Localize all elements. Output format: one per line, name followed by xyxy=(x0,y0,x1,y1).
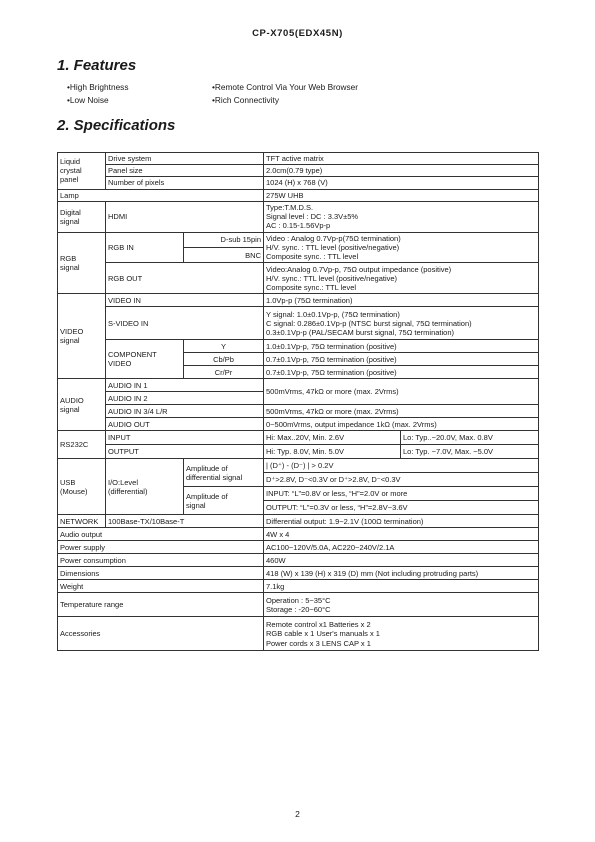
power-supply-label: Power supply xyxy=(58,541,264,554)
feature-item: • Rich Connectivity xyxy=(212,94,472,107)
specifications-table xyxy=(57,152,539,651)
audio-in-2-label: AUDIO IN 2 xyxy=(106,392,264,405)
s-video-in-label: S-VIDEO IN xyxy=(106,307,264,340)
rs232c-output-label: OUTPUT xyxy=(106,445,264,459)
y-value: 1.0±0.1Vp-p, 75Ω termination (positive) xyxy=(264,340,539,353)
cr-pr-value: 0.7±0.1Vp-p, 75Ω termination (positive) xyxy=(264,366,539,379)
dsub-label: D-sub 15pin xyxy=(184,232,264,247)
s-video-in-value: Y signal: 1.0±0.1Vp-p, (75Ω termination) C signal: 0.286±0.1Vp-p (NTSC burst signal, 75Ω termination) 0.3±0.1Vp-p (PAL/SECAM burst signal, 75Ω termination) xyxy=(264,307,539,340)
panel-size-value: 2.0cm(0.79 type) xyxy=(264,165,539,177)
pixels-label: Number of pixels xyxy=(106,177,264,189)
rs232c-output-lo: Lo: Typ. −7.0V, Max. −5.0V xyxy=(401,445,539,459)
weight-value: 7.1kg xyxy=(264,580,539,593)
rs232c-label: RS232C xyxy=(58,431,106,459)
audio-out-value: 0~500mVrms, output impedance 1kΩ (max. 2Vrms) xyxy=(264,418,539,431)
panel-size-label: Panel size xyxy=(106,165,264,177)
cb-pb-value: 0.7±0.1Vp-p, 75Ω termination (positive) xyxy=(264,353,539,366)
rs232c-input-lo: Lo: Typ..−20.0V, Max. 0.8V xyxy=(401,431,539,445)
drive-system-label: Drive system xyxy=(106,153,264,165)
features-heading: 1. Features xyxy=(57,57,137,74)
rgb-in-value: Video : Analog 0.7Vp-p(75Ω termination) H/V. sync. : TTL level (positive/negative) Composite sync. : TTL level xyxy=(264,232,539,263)
rs232c-output-hi: Hi: Typ. 8.0V, Min. 5.0V xyxy=(264,445,401,459)
weight-label: Weight xyxy=(58,580,264,593)
audio-signal-label: AUDIO signal xyxy=(58,379,106,431)
temperature-value: Operation : 5~35°C Storage : -20~60°C xyxy=(264,593,539,617)
audio-output-value: 4W x 4 xyxy=(264,528,539,541)
cb-pb-label: Cb/Pb xyxy=(184,353,264,366)
accessories-value: Remote control x1 Batteries x 2 RGB cable x 1 User's manuals x 1 Power cords x 3 LENS CAP x 1 xyxy=(264,617,539,651)
video-signal-label: VIDEO signal xyxy=(58,294,106,379)
specifications-heading: 2. Specifications xyxy=(57,117,176,134)
y-label: Y xyxy=(184,340,264,353)
rs232c-input-label: INPUT xyxy=(106,431,264,445)
drive-system-value: TFT active matrix xyxy=(264,153,539,165)
amplitude-differential-value-2: D⁺>2.8V, D⁻<0.3V or D⁺>2.8V, D⁻<0.3V xyxy=(264,473,539,487)
amplitude-signal-value-2: OUTPUT: “L”=0.3V or less, “H”=2.8V~3.6V xyxy=(264,501,539,515)
audio-in-34-label: AUDIO IN 3/4 L/R xyxy=(106,405,264,418)
feature-item: • Remote Control Via Your Web Browser xyxy=(212,81,472,94)
audio-in-1-label: AUDIO IN 1 xyxy=(106,379,264,392)
rgb-signal-label: RGB signal xyxy=(58,232,106,294)
rgb-out-value: Video:Analog 0.7Vp-p, 75Ω output impedance (positive) H/V. sync.: TTL level (positive/negative) Composite sync.: TTL level xyxy=(264,263,539,294)
features-list xyxy=(67,81,487,106)
network-type: 100Base-TX/10Base-T xyxy=(106,515,264,528)
hdmi-label: HDMI xyxy=(106,201,264,232)
audio-in-34-value: 500mVrms, 47kΩ or more (max. 2Vrms) xyxy=(264,405,539,418)
power-consumption-label: Power consumption xyxy=(58,554,264,567)
lamp-value: 275W UHB xyxy=(264,189,539,201)
accessories-label: Accessories xyxy=(58,617,264,651)
feature-item: • Low Noise xyxy=(67,94,212,107)
video-in-label: VIDEO IN xyxy=(106,294,264,307)
rgb-in-label: RGB IN xyxy=(106,232,184,263)
video-in-value: 1.0Vp-p (75Ω termination) xyxy=(264,294,539,307)
amplitude-signal-value-1: INPUT: “L”=0.8V or less, “H”=2.0V or more xyxy=(264,487,539,501)
amplitude-signal-label: Amplitude of signal xyxy=(184,487,264,515)
lamp-label: Lamp xyxy=(58,189,264,201)
pixels-value: 1024 (H) x 768 (V) xyxy=(264,177,539,189)
digital-signal-label: Digital signal xyxy=(58,201,106,232)
document-header: CP-X705(EDX45N) xyxy=(252,28,343,39)
dimensions-value: 418 (W) x 139 (H) x 319 (D) mm (Not including protruding parts) xyxy=(264,567,539,580)
rs232c-input-hi: Hi: Max..20V, Min. 2.6V xyxy=(264,431,401,445)
component-video-label: COMPONENT VIDEO xyxy=(106,340,184,379)
cr-pr-label: Cr/Pr xyxy=(184,366,264,379)
rgb-out-label: RGB OUT xyxy=(106,263,264,294)
power-supply-value: AC100~120V/5.0A, AC220~240V/2.1A xyxy=(264,541,539,554)
audio-in-12-value: 500mVrms, 47kΩ or more (max. 2Vrms) xyxy=(264,379,539,405)
page-number: 2 xyxy=(295,809,300,819)
hdmi-value: Type:T.M.D.S. Signal level : DC : 3.3V±5% AC : 0.15-1.56Vp-p xyxy=(264,201,539,232)
audio-out-label: AUDIO OUT xyxy=(106,418,264,431)
power-consumption-value: 460W xyxy=(264,554,539,567)
temperature-label: Temperature range xyxy=(58,593,264,617)
feature-item: • High Brightness xyxy=(67,81,212,94)
amplitude-differential-value-1: | (D⁺) - (D⁻) | > 0.2V xyxy=(264,459,539,473)
audio-output-label: Audio output xyxy=(58,528,264,541)
bnc-label: BNC xyxy=(184,248,264,263)
amplitude-differential-label: Amplitude of differential signal xyxy=(184,459,264,487)
network-label: NETWORK xyxy=(58,515,106,528)
dimensions-label: Dimensions xyxy=(58,567,264,580)
lcp-label: Liquid crystal panel xyxy=(58,153,106,190)
usb-io-level-label: I/O:Level (differential) xyxy=(106,459,184,515)
usb-label: USB (Mouse) xyxy=(58,459,106,515)
network-value: Differential output: 1.9~2.1V (100Ω termination) xyxy=(264,515,539,528)
